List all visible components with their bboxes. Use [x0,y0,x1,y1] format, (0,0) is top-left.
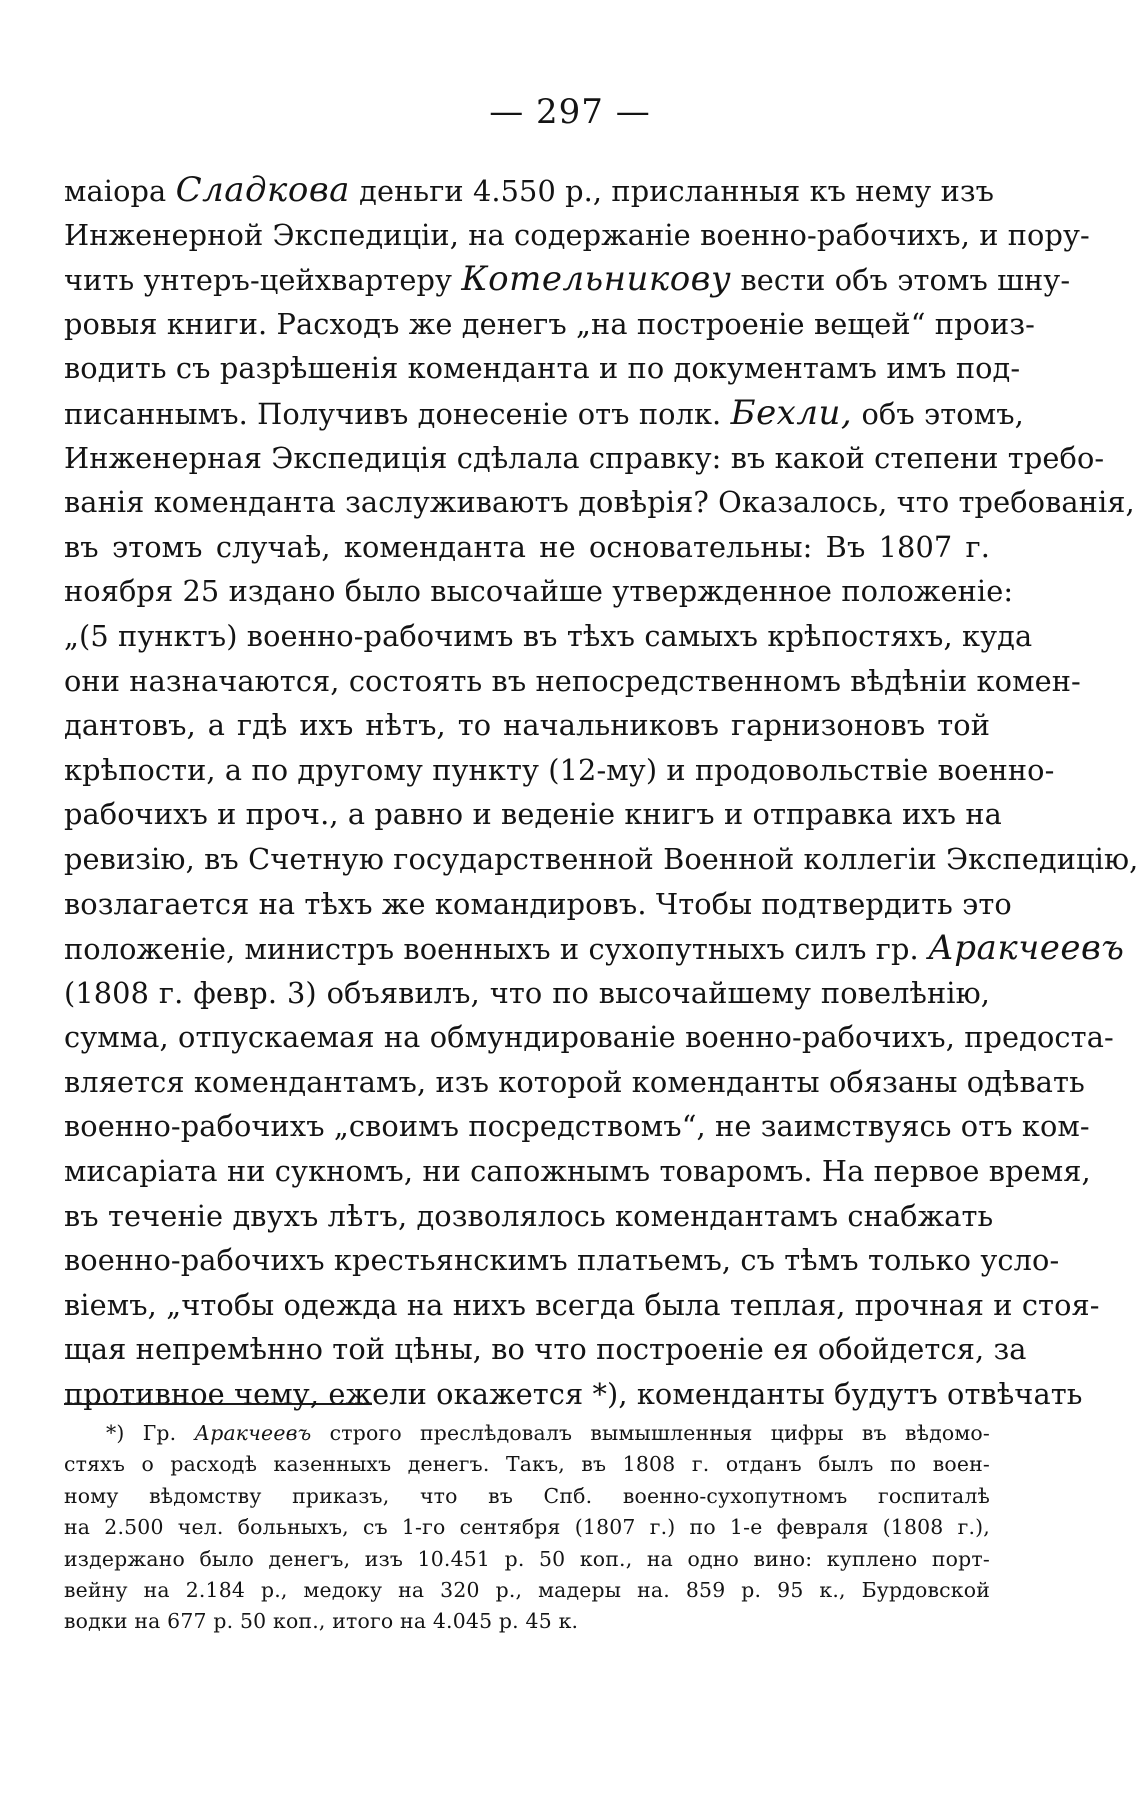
person-name: Бехли, [730,392,853,433]
text-line: ванія коменданта заслуживаютъ довѣрія? Оказалось, что требованія, [64,485,1135,520]
text-line: писаннымъ. Получивъ донесеніе отъ полк. Бехли, объ этомъ, [64,392,1024,433]
text-line: возлагается на тѣхъ же командировъ. Чтобы подтвердить это [64,886,1012,921]
footnote-divider [64,1403,372,1405]
text-line: военно-рабочихъ „своимъ посредствомъ“, не заимствуясь отъ ком- [64,1109,1090,1144]
main-text [64,168,1139,1417]
text-line: Инженерной Экспедиціи, на содержаніе военно-рабочихъ, и пору- [64,217,1090,252]
text-line: они назначаются, состоять въ непосредственномъ вѣдѣніи комен- [64,663,1081,698]
text-line: водить съ разрѣшенія коменданта и по документамъ имъ под- [64,351,1021,386]
text-line: (1808 г. февр. 3) объявилъ, что по высочайшему повелѣнію, [64,975,990,1010]
text-line: вляется комендантамъ, изъ которой коменданты обязаны одѣвать [64,1064,1085,1099]
text-line: віемъ, „чтобы одежда на нихъ всегда была теплая, прочная и стоя- [64,1287,1100,1322]
footnote-line: на 2.500 чел. больныхъ, съ 1-го сентября (1807 г.) по 1-е февраля (1808 г.), [64,1515,990,1540]
text-line: противное чему, ежели окажется *), коменданты будутъ отвѣчать [64,1377,1083,1412]
text-line: чить унтеръ-цейхвартеру Котельникову вести объ этомъ шну- [64,259,1071,300]
page-number: — 297 — [489,92,651,132]
text-line: въ этомъ случаѣ, коменданта не основательны: Въ 1807 г. [64,529,990,564]
footnote-line: вейну на 2.184 р., медоку на 320 р., мадеры на. 859 р. 95 к., Бурдовской [64,1577,990,1602]
text-line: ревизію, въ Счетную государственной Военной коллегіи Экспедицію, [64,841,1139,876]
text-line: сумма, отпускаемая на обмундированіе военно-рабочихъ, предоста- [64,1020,1114,1055]
text-line: рабочихъ и проч., а равно и веденіе книгъ и отправка ихъ на [64,797,1002,832]
text-line: Инженерная Экспедиція сдѣлала справку: въ какой степени требо- [64,440,1105,475]
footnote-line: стяхъ о расходѣ казенныхъ денегъ. Такъ, въ 1808 г. отданъ былъ по воен- [64,1452,990,1477]
person-name: Котельникову [461,259,732,300]
text-line: положеніе, министръ военныхъ и сухопутныхъ силъ гр. Аракчеевъ [64,928,1125,969]
text-line: крѣпости, а по другому пункту (12-му) и продовольствіе военно- [64,752,1055,787]
footnote-line: ному вѣдомству приказъ, что въ Спб. военно-сухопутномъ госпиталѣ [64,1483,990,1508]
text-line: щая непремѣнно той цѣны, во что построеніе ея обойдется, за [64,1332,1027,1367]
text-line: ровыя книги. Расходъ же денегъ „на построеніе вещей“ произ- [64,306,1035,341]
text-line: „(5 пунктъ) военно-рабочимъ въ тѣхъ самыхъ крѣпостяхъ, куда [64,618,1033,653]
footnote-line: *) Гр. Аракчеевъ строго преслѣдовалъ вымышленныя цифры въ вѣдомо- [106,1421,990,1445]
text-line: дантовъ, а гдѣ ихъ нѣтъ, то начальниковъ гарнизоновъ той [64,708,990,743]
person-name: Аракчеевъ [928,928,1125,969]
text-line: въ теченіе двухъ лѣтъ, дозволялось комендантамъ снабжать [64,1198,994,1233]
footnote-line: водки на 677 р. 50 коп., итого на 4.045 р. 45 к. [64,1609,579,1634]
person-name: Аракчеевъ [194,1421,312,1445]
text-line: мисаріата ни сукномъ, ни сапожнымъ товаромъ. На первое время, [64,1154,1091,1189]
text-line: маіора Сладкова деньги 4.550 р., присланныя къ нему изъ [64,170,995,210]
text-line: военно-рабочихъ крестьянскимъ платьемъ, съ тѣмъ только усло- [64,1243,1060,1278]
person-name: Сладкова [175,170,350,210]
text-line: ноября 25 издано было высочайше утвержденное положеніе: [64,574,1014,609]
footnote-line: издержано было денегъ, изъ 10.451 р. 50 коп., на одно вино: куплено порт- [64,1546,990,1571]
footnote [64,1418,990,1638]
